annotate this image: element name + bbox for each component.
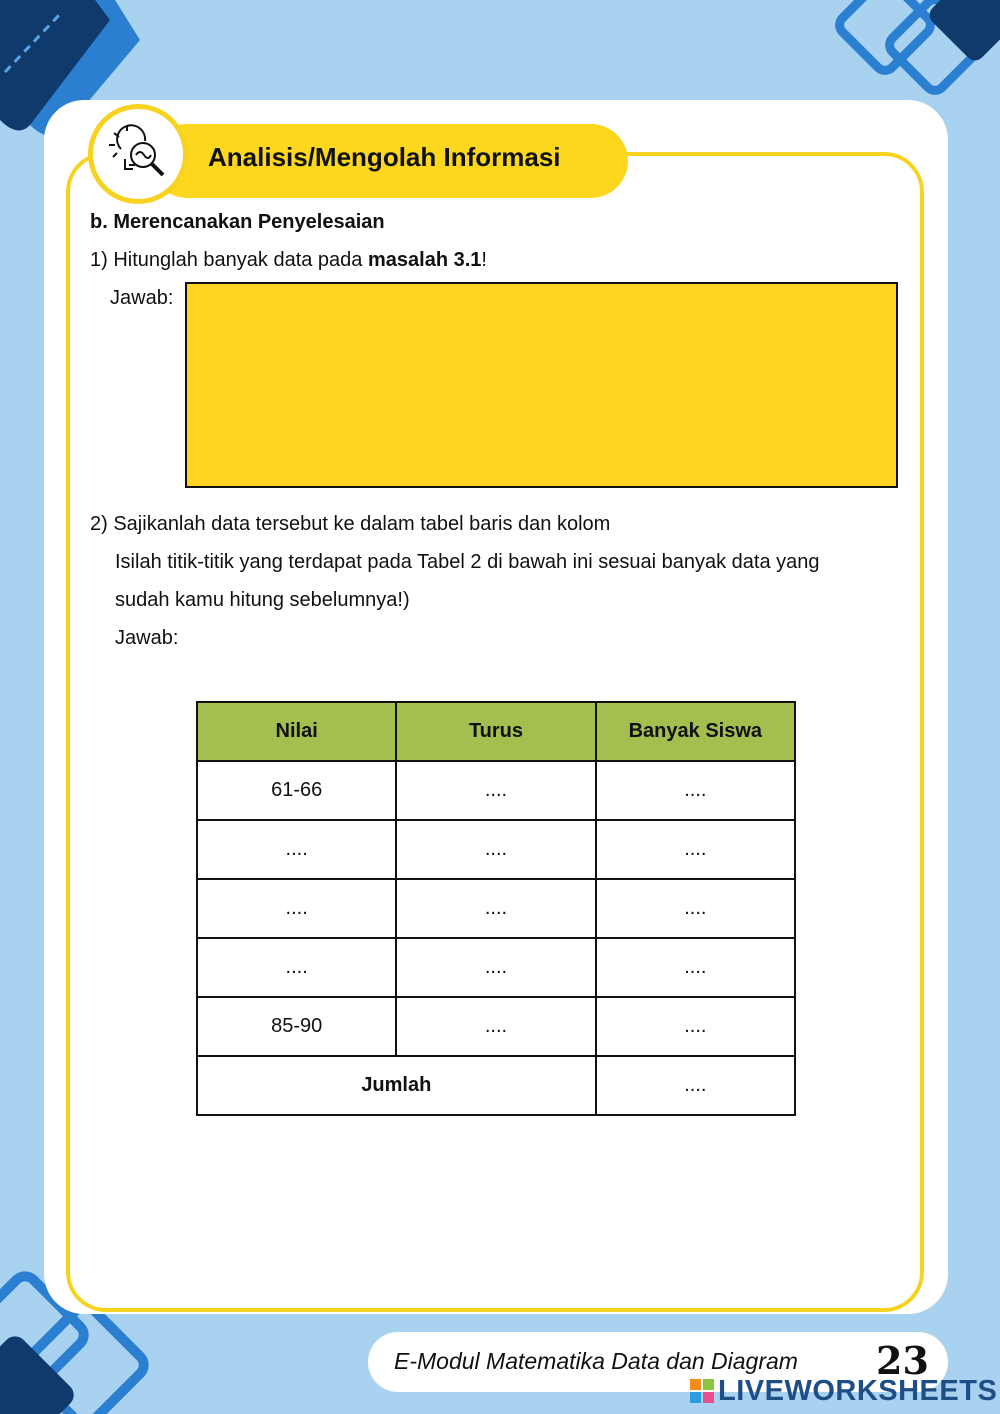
question-1 — [90, 249, 487, 272]
table-cell-turus[interactable]: .... — [396, 761, 595, 820]
table-header-row — [197, 702, 795, 761]
table-row — [197, 938, 795, 997]
table-total-value[interactable]: .... — [596, 1056, 795, 1115]
frequency-table — [196, 701, 796, 1116]
table-cell-banyak-siswa[interactable]: .... — [596, 761, 795, 820]
answer-box-1[interactable] — [185, 282, 898, 488]
table-cell-turus[interactable]: .... — [396, 879, 595, 938]
table-total-row — [197, 1056, 795, 1115]
table-header-turus: Turus — [396, 702, 595, 761]
answer-label-1: Jawab: — [110, 287, 174, 309]
footer-title: E-Modul Matematika Data dan Diagram — [394, 1348, 798, 1374]
question-2-line-1: 2) Sajikanlah data tersebut ke dalam tabel baris dan kolom — [90, 513, 611, 535]
table-cell-banyak-siswa[interactable]: .... — [596, 938, 795, 997]
table-cell-banyak-siswa[interactable]: .... — [596, 997, 795, 1056]
question-2-line-2: Isilah titik-titik yang terdapat pada Tabel 2 di bawah ini sesuai banyak data yang — [115, 551, 820, 573]
answer-label-2: Jawab: — [115, 627, 179, 649]
table-row — [197, 761, 795, 820]
table-cell-nilai[interactable]: .... — [197, 879, 396, 938]
page-number: 23 — [876, 1338, 929, 1383]
table-cell-turus[interactable]: .... — [396, 938, 595, 997]
table-header-nilai: Nilai — [197, 702, 396, 761]
table-total-label: Jumlah — [197, 1056, 596, 1115]
question-1-text: 1) Hitunglah banyak data pada — [90, 249, 368, 271]
question-1-suffix: ! — [481, 249, 487, 271]
question-2-line-3: sudah kamu hitung sebelumnya!) — [115, 589, 410, 611]
liveworksheets-logo — [690, 1374, 998, 1408]
table-row — [197, 879, 795, 938]
table-header-banyak-siswa: Banyak Siswa — [596, 702, 795, 761]
table-cell-banyak-siswa[interactable]: .... — [596, 879, 795, 938]
table-cell-nilai[interactable]: .... — [197, 820, 396, 879]
table-cell-turus[interactable]: .... — [396, 997, 595, 1056]
table-row — [197, 997, 795, 1056]
question-1-reference: masalah 3.1 — [367, 249, 482, 271]
liveworksheets-logo-icon — [690, 1379, 714, 1403]
header-title: Analisis/Mengolah Informasi — [208, 142, 561, 172]
table-cell-nilai: 61-66 — [197, 761, 396, 820]
table-row — [197, 820, 795, 879]
table-cell-turus[interactable]: .... — [396, 820, 595, 879]
table-cell-nilai: 85-90 — [197, 997, 396, 1056]
liveworksheets-wordmark: LIVEWORKSHEETS — [718, 1374, 998, 1407]
header-icon-badge — [88, 104, 188, 204]
section-heading: b. Merencanakan Penyelesaian — [90, 211, 385, 233]
analysis-magnifier-icon — [103, 119, 173, 189]
table-cell-banyak-siswa[interactable]: .... — [596, 820, 795, 879]
table-cell-nilai[interactable]: .... — [197, 938, 396, 997]
